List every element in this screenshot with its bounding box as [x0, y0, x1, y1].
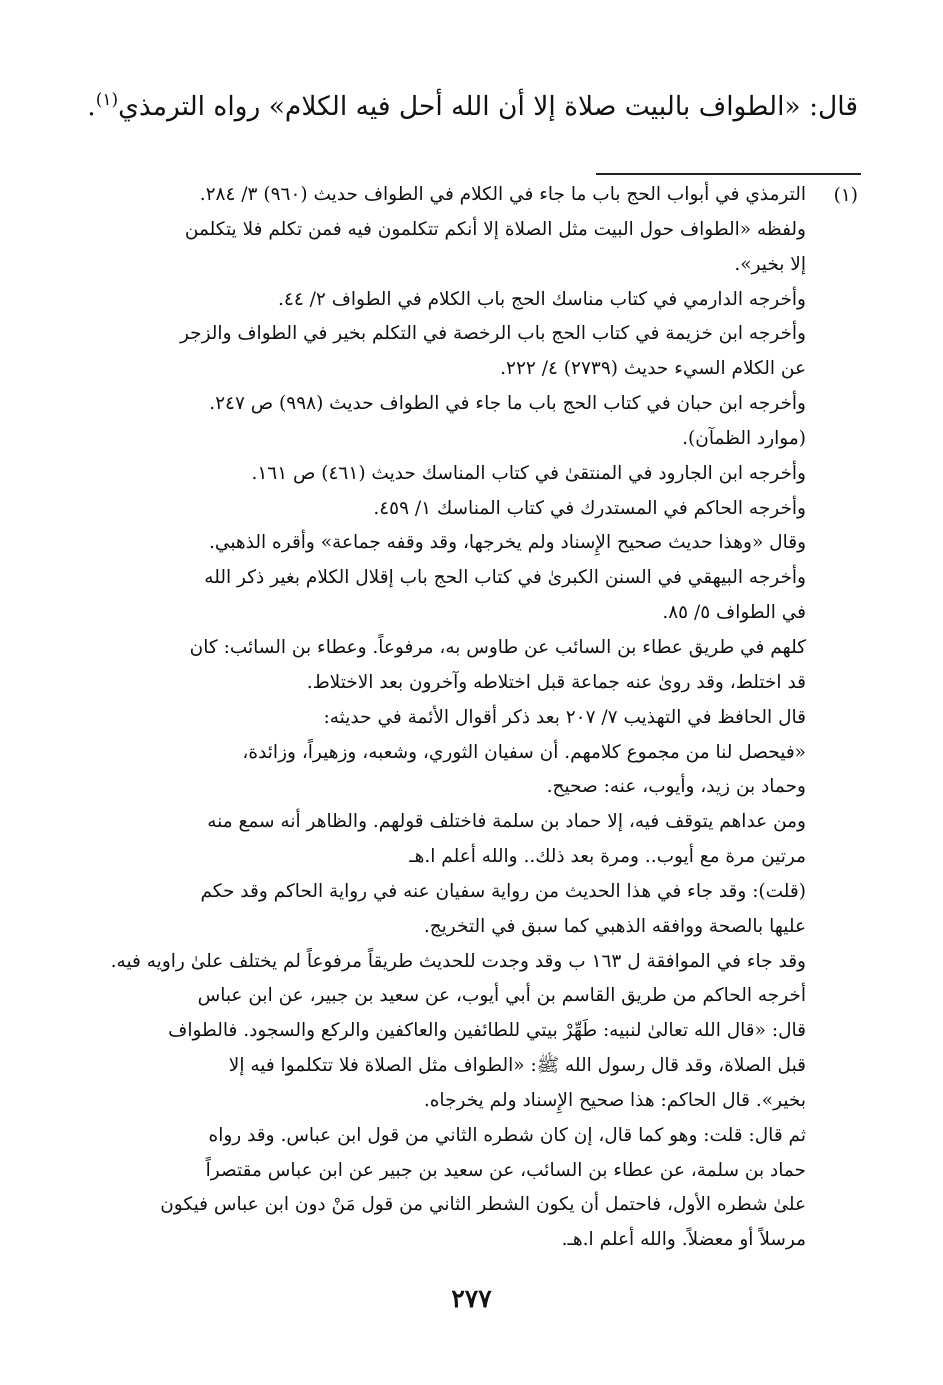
footnote-line: في الطواف ٥/ ٨٥. — [662, 602, 806, 624]
footnote-line: بخير». قال الحاكم: هذا صحيح الإِسناد ولم يخرجاه. — [423, 1089, 806, 1111]
footnote-line: عليها بالصحة ووافقه الذهبي كما سبق في التخريج. — [423, 915, 806, 937]
footnote-line: وأخرجه ابن الجارود في المنتقىٰ في كتاب المناسك حديث (٤٦١) ص ١٦١. — [251, 462, 806, 484]
footnote-line: علىٰ شطره الأول، فاحتمل أن يكون الشطر الثاني من قول مَنْ دون ابن عباس فيكون — [160, 1194, 806, 1216]
main-text-body: قال: «الطواف بالبيت صلاة إلا أن الله أحل فيه الكلام» رواه الترمذي — [118, 90, 858, 122]
footnote-line: قد اختلط، وقد روىٰ عنه جماعة قبل اختلاطه وآخرون بعد الاختلاط. — [306, 671, 806, 693]
footnote-line: (قلت): وقد جاء في هذا الحديث من رواية سفيان عنه في رواية الحاكم وقد حكم — [200, 880, 806, 902]
footnote-line: وأخرجه البيهقي في السنن الكبرىٰ في كتاب الحج باب إقلال الكلام بغير ذكر الله — [204, 567, 806, 589]
footnote-line: وأخرجه الدارمي في كتاب مناسك الحج باب الكلام في الطواف ٢/ ٤٤. — [278, 288, 806, 310]
footnote-separator-rule — [596, 173, 861, 175]
footnote-line: ثم قال: قلت: وهو كما قال، إن كان شطره الثاني من قول ابن عباس. وقد رواه — [208, 1124, 806, 1146]
main-text-end-punctuation: . — [87, 90, 96, 122]
footnote-line: قال الحافظ في التهذيب ٧/ ٢٠٧ بعد ذكر أقوال الأئمة في حديثه: — [323, 706, 806, 728]
footnote-line: عن الكلام السيء حديث (٢٧٣٩) ٤/ ٢٢٢. — [500, 358, 806, 380]
footnote-line: ولفظه «الطواف حول البيت مثل الصلاة إلا أنكم تتكلمون فيه فمن تكلم فلا يتكلمن — [184, 218, 806, 240]
footnote-line: وأخرجه الحاكم في المستدرك في كتاب المناسك ١/ ٤٥٩. — [373, 497, 806, 519]
footnote-reference: (١) — [95, 90, 119, 110]
footnote-line: أخرجه الحاكم من طريق القاسم بن أبي أيوب، عن سعيد بن جبير، عن ابن عباس — [197, 985, 806, 1007]
footnote-line: وقد جاء في الموافقة ل ١٦٣ ب وقد وجدت للحديث طريقاً مرفوعاً لم يختلف علىٰ راويه فيه. — [110, 950, 806, 972]
footnote-line: قال: «قال الله تعالىٰ لنبيه: طَهِّرْ بيتي للطائفين والعاكفين والركع والسجود. فالطواف — [168, 1020, 806, 1042]
footnote-line: وحماد بن زيد، وأيوب، عنه: صحيح. — [546, 776, 806, 798]
footnote-line: وأخرجه ابن حبان في كتاب الحج باب ما جاء في الطواف حديث (٩٩٨) ص ٢٤٧. — [209, 393, 806, 415]
footnote-line: مرتين مرة مع أيوب.. ومرة بعد ذلك.. والله أعلم ا.هـ — [409, 846, 806, 868]
main-text-paragraph — [80, 78, 858, 129]
footnote-number: (١) — [833, 185, 858, 206]
footnote-line: الترمذي في أبواب الحج باب ما جاء في الكلام في الطواف حديث (٩٦٠) ٣/ ٢٨٤. — [199, 184, 806, 205]
footnote-line: وقال «وهذا حديث صحيح الإِسناد ولم يخرجها، وقد وقفه جماعة» وأقره الذهبي. — [209, 532, 806, 554]
footnote-body — [100, 178, 806, 1258]
footnote-line: حماد بن سلمة، عن عطاء بن السائب، عن سعيد بن جبير عن ابن عباس مقتصراً — [205, 1159, 806, 1181]
footnote-line: ومن عداهم يتوقف فيه، إلا حماد بن سلمة فاختلف قولهم. والظاهر أنه سمع منه — [207, 811, 806, 833]
footnote-line: «فيحصل لنا من مجموع كلامهم. أن سفيان الثوري، وشعبه، وزهيراً، وزائدة، — [242, 741, 806, 763]
footnote-line: قبل الصلاة، وقد قال رسول الله ﷺ: «الطواف مثل الصلاة فلا تتكلموا فيه إلا — [228, 1055, 806, 1077]
footnote-line: إلا بخير». — [734, 253, 806, 275]
footnote-line: مرسلاً أو معضلاً. والله أعلم ا.هـ. — [561, 1229, 806, 1251]
footnote-line: وأخرجه ابن خزيمة في كتاب الحج باب الرخصة في التكلم بخير في الطواف والزجر — [179, 323, 806, 345]
footnotes-section — [100, 178, 858, 1258]
page-number: ٢٧٧ — [451, 1284, 492, 1313]
footnote-line: (موارد الظمآن). — [682, 427, 806, 449]
footnote-line: كلهم في طريق عطاء بن السائب عن طاوس به، مرفوعاً. وعطاء بن السائب: كان — [189, 636, 806, 658]
